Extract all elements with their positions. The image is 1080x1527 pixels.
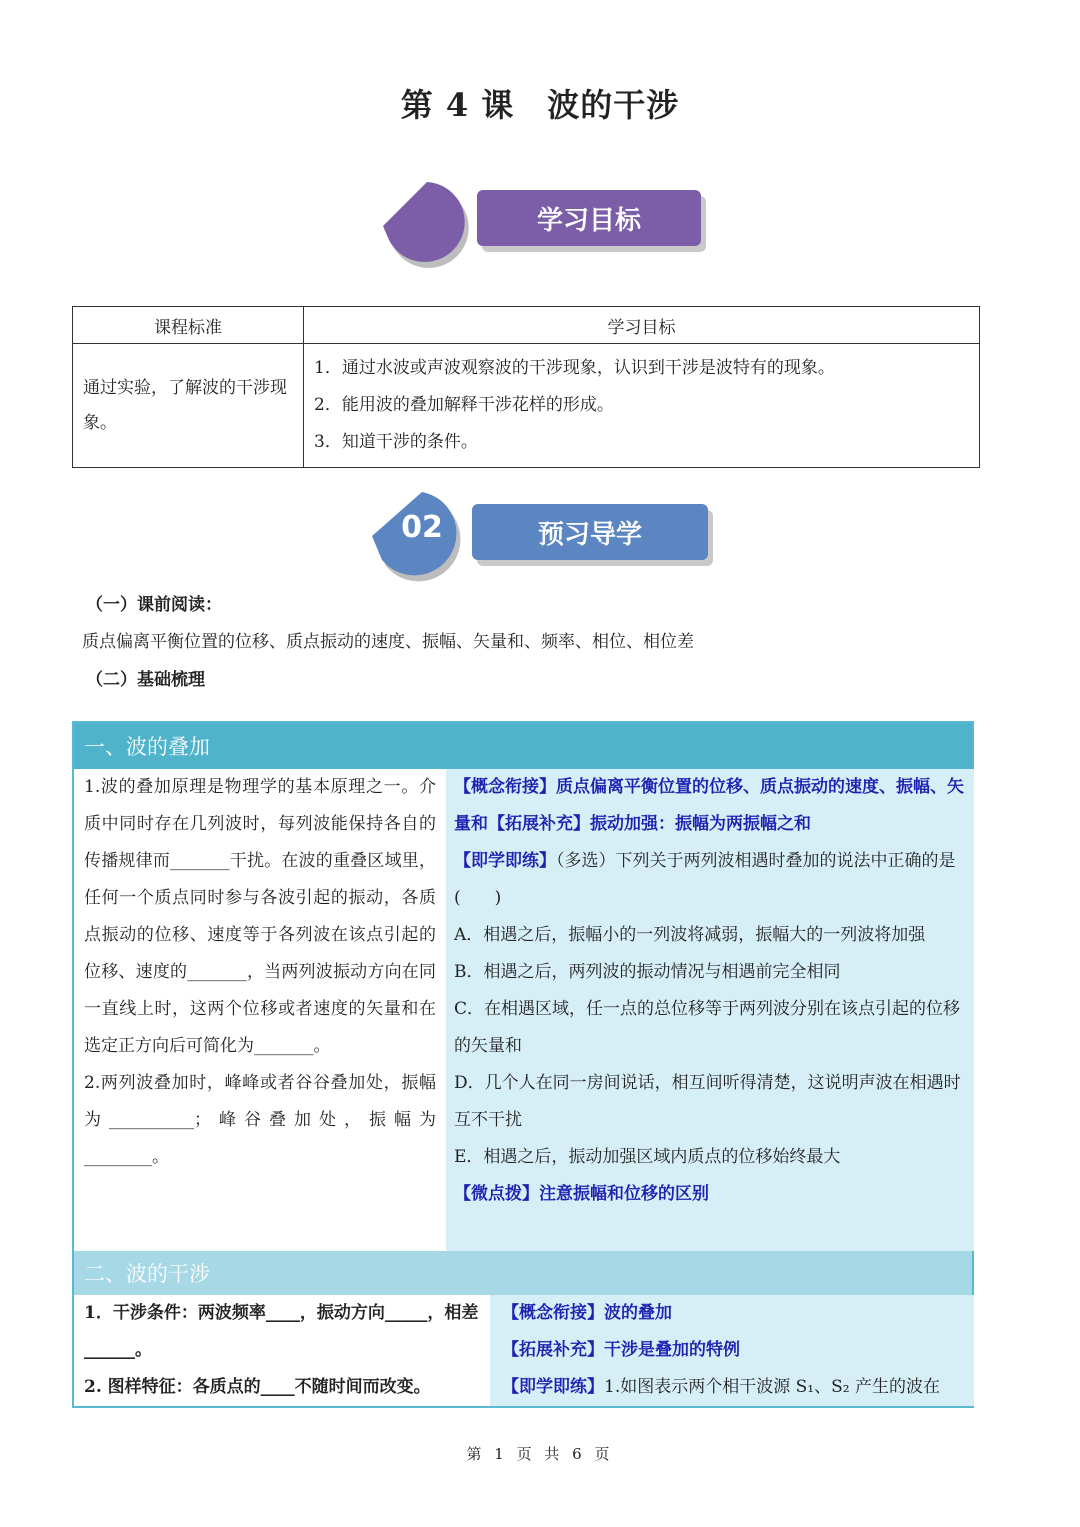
paragraph: 2.两列波叠加时，峰峰或者谷谷叠加处，振幅为__________；峰谷叠加处，振幅为________。 <box>84 1073 436 1167</box>
table-header: 学习目标 <box>304 307 980 344</box>
paragraph: 2. 图样特征：各质点的____不随时间而改变。 <box>84 1377 431 1397</box>
extend-line: 【拓展补充】干涉是叠加的特例 <box>502 1340 740 1360</box>
paragraph: 1.波的叠加原理是物理学的基本原理之一。介质中同时存在几列波时，每列波能保持各自的传播规律而_______干扰。在波的重叠区域里，任何一个质点同时参与各波引起的振动，各质点振动的位移、速度等于各列波在该点引起的位移、速度的_______，当两列波振动方向在同一直线上时，这两个位移或者速度的矢量和在选定正方向后可简化为_______。 <box>84 777 436 1056</box>
page-title: 第 4 课 波的干涉 <box>400 86 680 124</box>
concept-line: 【概念衔接】波的叠加 <box>502 1303 672 1323</box>
goal-item: 1．通过水波或声波观察波的干涉现象，认识到干涉是波特有的现象。 <box>314 358 835 378</box>
banner-label: 学习目标 <box>477 190 701 246</box>
option-b: B．相遇之后，两列波的振动情况与相遇前完全相同 <box>454 962 841 982</box>
section-title: 一、波的叠加 <box>74 723 972 769</box>
option-e: E．相遇之后，振动加强区域内质点的位移始终最大 <box>454 1147 841 1167</box>
reading-heading: （一）课前阅读： <box>86 595 222 615</box>
banner-number: 02 <box>401 510 443 545</box>
banner-leaf-icon <box>375 178 485 268</box>
concept-block: 【概念衔接】质点偏离平衡位置的位移、质点振动的速度、振幅、矢量和【拓展补充】振动加强：振幅为两振幅之和 <box>454 777 964 834</box>
tip: 【微点拨】注意振幅和位移的区别 <box>454 1184 709 1204</box>
practice-line: 【即学即练】1.如图表示两个相干波源 S₁、S₂ 产生的波在 <box>502 1377 940 1397</box>
goal-item: 3．知道干涉的条件。 <box>314 432 478 452</box>
banner-label: 预习导学 <box>472 504 708 560</box>
reading-text: 质点偏离平衡位置的位移、质点振动的速度、振幅、矢量和、频率、相位、相位差 <box>82 632 694 652</box>
goal-item: 2．能用波的叠加解释干涉花样的形成。 <box>314 395 614 415</box>
practice-block: 【即学即练】（多选）下列关于两列波相遇时叠加的说法中正确的是( ) <box>454 851 956 908</box>
objectives-table <box>72 306 980 468</box>
table-header: 课程标准 <box>73 307 304 344</box>
content-box <box>72 721 974 1408</box>
section-title: 二、波的干涉 <box>74 1251 972 1295</box>
goals-cell <box>304 344 980 468</box>
preview-guide-banner <box>370 490 720 582</box>
option-a: A．相遇之后，振幅小的一列波将减弱，振幅大的一列波将加强 <box>454 925 926 945</box>
page-footer: 第 1 页 共 6 页 <box>466 1445 614 1463</box>
learning-goals-banner <box>375 178 715 268</box>
section1-left <box>74 769 446 1251</box>
section2-right <box>490 1295 974 1406</box>
basics-heading: （二）基础梳理 <box>86 670 205 690</box>
option-c: C．在相遇区域，任一点的总位移等于两列波分别在该点引起的位移的矢量和 <box>454 999 961 1056</box>
course-standard-cell: 通过实验，了解波的干涉现象。 <box>73 344 304 468</box>
paragraph: 1．干涉条件：两波频率____，振动方向_____，相差______。 <box>84 1303 479 1360</box>
section1-right <box>446 769 974 1251</box>
section2-left <box>74 1295 490 1406</box>
option-d: D．几个人在同一房间说话，相互间听得清楚，这说明声波在相遇时互不干扰 <box>454 1073 961 1130</box>
